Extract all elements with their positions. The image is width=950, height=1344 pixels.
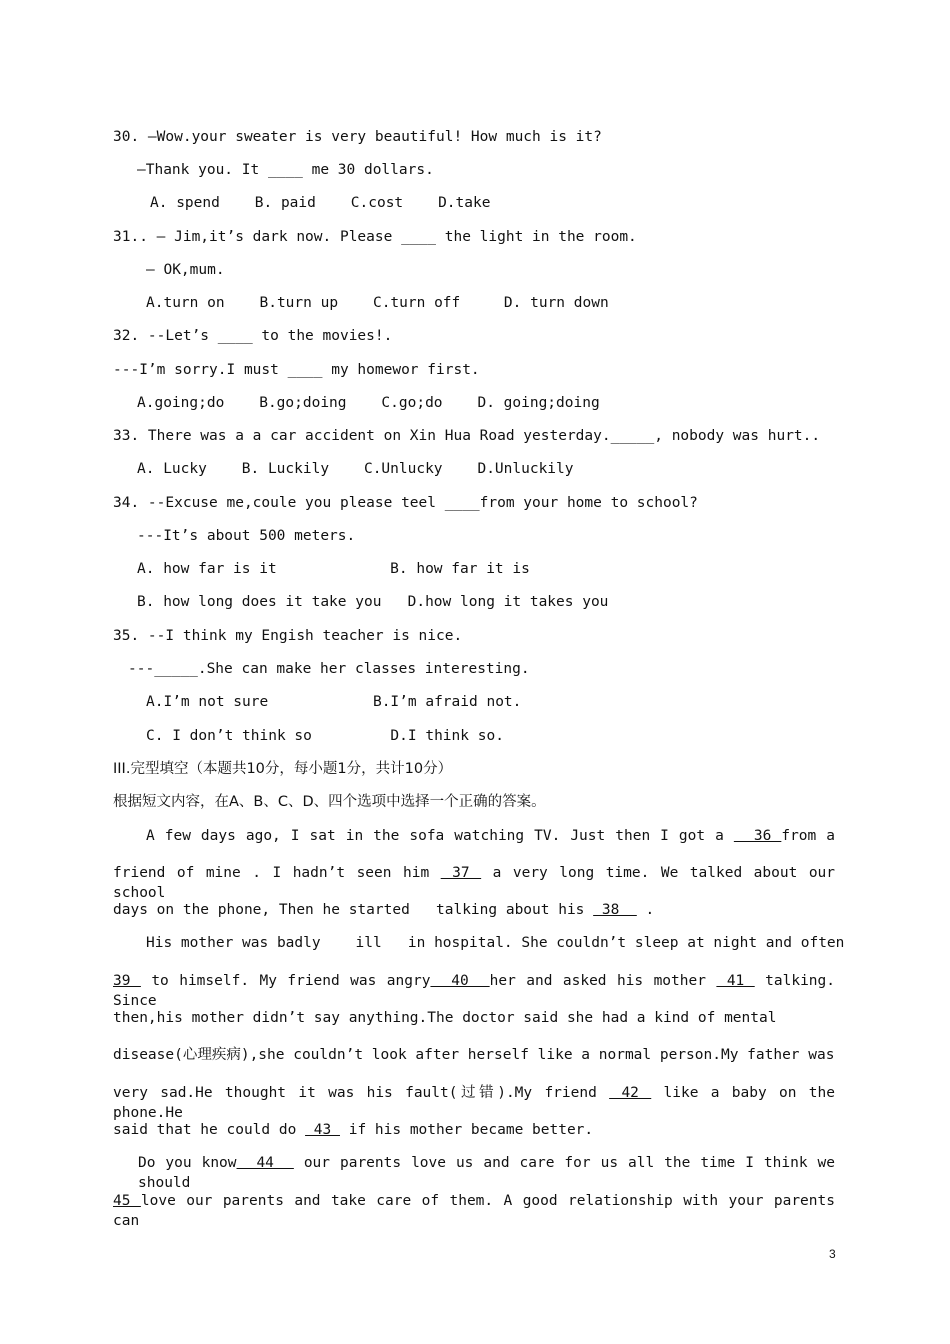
q31-stem: 31.. — Jim,it’s dark now. Please ____ the light in the room. — [113, 229, 637, 245]
blank-38: 38 — [593, 902, 637, 918]
q34-options-row2: B. how long does it take you D.how long it takes you — [137, 594, 609, 610]
blank-41: 41 — [716, 973, 755, 989]
blank-42: 42 — [609, 1085, 652, 1101]
q32-options: A.going;do B.go;doing C.go;do D. going;doing — [137, 395, 600, 411]
blank-45: 45 — [113, 1193, 141, 1209]
q33-stem: 33. There was a a car accident on Xin Hua Road yesterday._____, nobody was hurt.. — [113, 428, 821, 444]
q34-options-row1: A. how far is it B. how far it is — [137, 561, 530, 577]
q34-stem: 34. --Excuse me,coule you please teel ____from your home to school? — [113, 495, 698, 511]
passage-p2-line6: said that he could do 43 if his mother became better. — [113, 1122, 594, 1138]
blank-43: 43 — [305, 1122, 340, 1138]
q32-stem: 32. --Let’s ____ to the movies!. — [113, 328, 393, 344]
page-number: 3 — [829, 1247, 836, 1261]
q30-options: A. spend B. paid C.cost D.take — [150, 195, 491, 211]
passage-p1-line3: days on the phone, Then he started talking about his 38 . — [113, 902, 655, 918]
section-instruction: 根据短文内容，在A、B、C、D、四个选项中选择一个正确的答案。 — [113, 794, 546, 810]
blank-40: 40 — [430, 973, 490, 989]
q30-reply: —Thank you. It ____ me 30 dollars. — [137, 162, 434, 178]
passage-p2-line2: 39 to himself. My friend was angry 40 her and asked his mother 41 talking. Since — [113, 973, 835, 1009]
q30-stem: 30. —Wow.your sweater is very beautiful! How much is it? — [113, 129, 602, 145]
q32-reply: ---I’m sorry.I must ____ my homewor first. — [113, 362, 480, 378]
passage-p1-line2: friend of mine . I hadn’t seen him 37 a very long time. We talked about our school — [113, 865, 836, 901]
blank-36: 36 — [733, 828, 782, 844]
q31-reply: — OK,mum. — [146, 262, 225, 278]
q35-stem: 35. --I think my Engish teacher is nice. — [113, 628, 463, 644]
section-heading: III.完型填空（本题共10分，每小题1分，共计10分） — [113, 761, 453, 777]
blank-37: 37 — [440, 865, 482, 881]
q34-reply: ---It’s about 500 meters. — [137, 528, 356, 544]
q35-reply: ---_____.She can make her classes interesting. — [128, 661, 530, 677]
passage-p1-line1: A few days ago, I sat in the sofa watching TV. Just then I got a 36 from a — [146, 828, 835, 844]
passage-p3-line1: Do you know 44 our parents love us and care for us all the time I think we should — [138, 1155, 835, 1191]
q31-options: A.turn on B.turn up C.turn off D. turn down — [146, 295, 609, 311]
passage-p2-line1: His mother was badly ill in hospital. She couldn’t sleep at night and often — [146, 935, 845, 951]
q35-options-row2: C. I don’t think so D.I think so. — [146, 728, 504, 744]
passage-p3-line2: 45 love our parents and take care of them. A good relationship with your parents can — [113, 1193, 835, 1229]
q33-options: A. Lucky B. Luckily C.Unlucky D.Unluckily — [137, 461, 574, 477]
passage-p2-line3: then,his mother didn’t say anything.The doctor said she had a kind of mental — [113, 1010, 777, 1026]
blank-44: 44 — [236, 1155, 294, 1171]
q35-options-row1: A.I’m not sure B.I’m afraid not. — [146, 694, 522, 710]
blank-39: 39 — [113, 973, 141, 989]
passage-p2-line5: very sad.He thought it was his fault(过错).My friend 42 like a baby on the phone.He — [113, 1085, 835, 1121]
passage-p2-line4: disease(心理疾病),she couldn’t look after herself like a normal person.My father was — [113, 1047, 835, 1063]
